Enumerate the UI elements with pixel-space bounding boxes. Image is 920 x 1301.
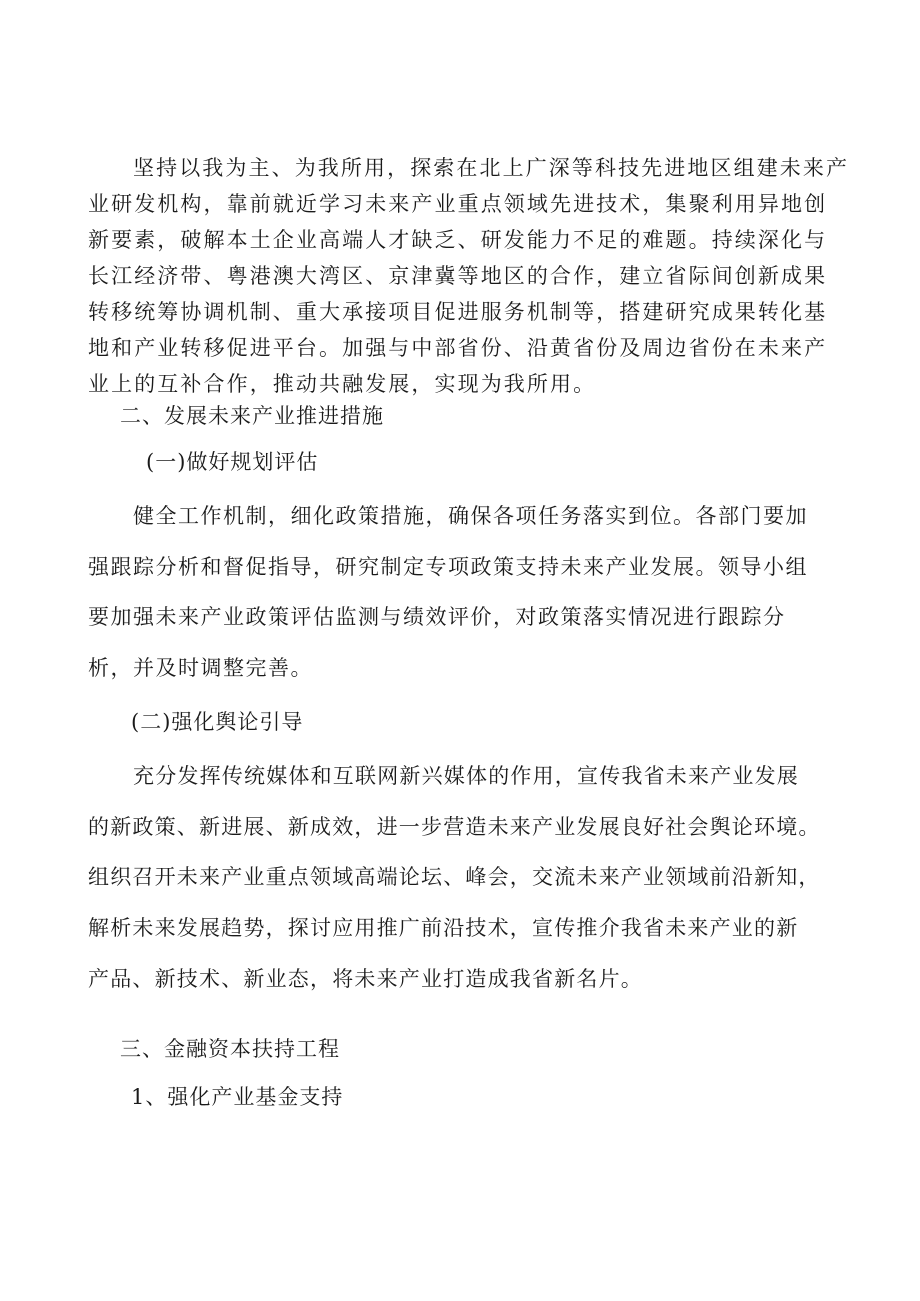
paragraph-3-line-2: 的新政策、新进展、新成效，进一步营造未来产业发展良好社会舆论环境。 bbox=[88, 815, 821, 839]
subheading-1: (一)做好规划评估 bbox=[146, 450, 319, 474]
paragraph-1-line-6: 地和产业转移促进平台。加强与中部省份、沿黄省份及周边省份在未来产 bbox=[88, 336, 828, 360]
paragraph-1-line-3: 新要素，破解本土企业高端人才缺乏、研发能力不足的难题。持续深化与 bbox=[88, 228, 828, 252]
paragraph-3-line-4: 解析未来发展趋势，探讨应用推广前沿技术，宣传推介我省未来产业的新 bbox=[88, 916, 799, 940]
paragraph-1-line-4: 长江经济带、粤港澳大湾区、京津冀等地区的合作，建立省际间创新成果 bbox=[88, 264, 828, 288]
paragraph-2-line-4: 析，并及时调整完善。 bbox=[88, 656, 313, 680]
section-heading-2: 二、发展未来产业推进措施 bbox=[120, 404, 384, 428]
section-heading-3: 三、金融资本扶持工程 bbox=[120, 1037, 340, 1061]
paragraph-1-line-7: 业上的互补合作，推动共融发展，实现为我所用。 bbox=[88, 372, 597, 396]
paragraph-2-line-2: 强跟踪分析和督促指导，研究制定专项政策支持未来产业发展。领导小组 bbox=[88, 555, 808, 579]
paragraph-2-line-1: 健全工作机制，细化政策措施，确保各项任务落实到位。各部门要加 bbox=[133, 504, 808, 528]
paragraph-1-line-2: 业研发机构，靠前就近学习未来产业重点领域先进技术，集聚利用异地创 bbox=[88, 192, 828, 216]
paragraph-3-line-3: 组织召开未来产业重点领域高端论坛、峰会，交流未来产业领域前沿新知， bbox=[88, 865, 821, 889]
paragraph-3-line-5: 产品、新技术、新业态，将未来产业打造成我省新名片。 bbox=[88, 967, 643, 991]
paragraph-1-line-1: 坚持以我为主、为我所用，探索在北上广深等科技先进地区组建未来产 bbox=[133, 156, 850, 180]
paragraph-2-line-3: 要加强未来产业政策评估监测与绩效评价，对政策落实情况进行跟踪分 bbox=[88, 605, 786, 629]
subheading-3: 1、强化产业基金支持 bbox=[131, 1085, 344, 1109]
subheading-2: (二)强化舆论引导 bbox=[131, 710, 304, 734]
paragraph-1-line-5: 转移统筹协调机制、重大承接项目促进服务机制等，搭建研究成果转化基 bbox=[88, 300, 828, 324]
paragraph-3-line-1: 充分发挥传统媒体和互联网新兴媒体的作用，宣传我省未来产业发展 bbox=[133, 764, 799, 788]
